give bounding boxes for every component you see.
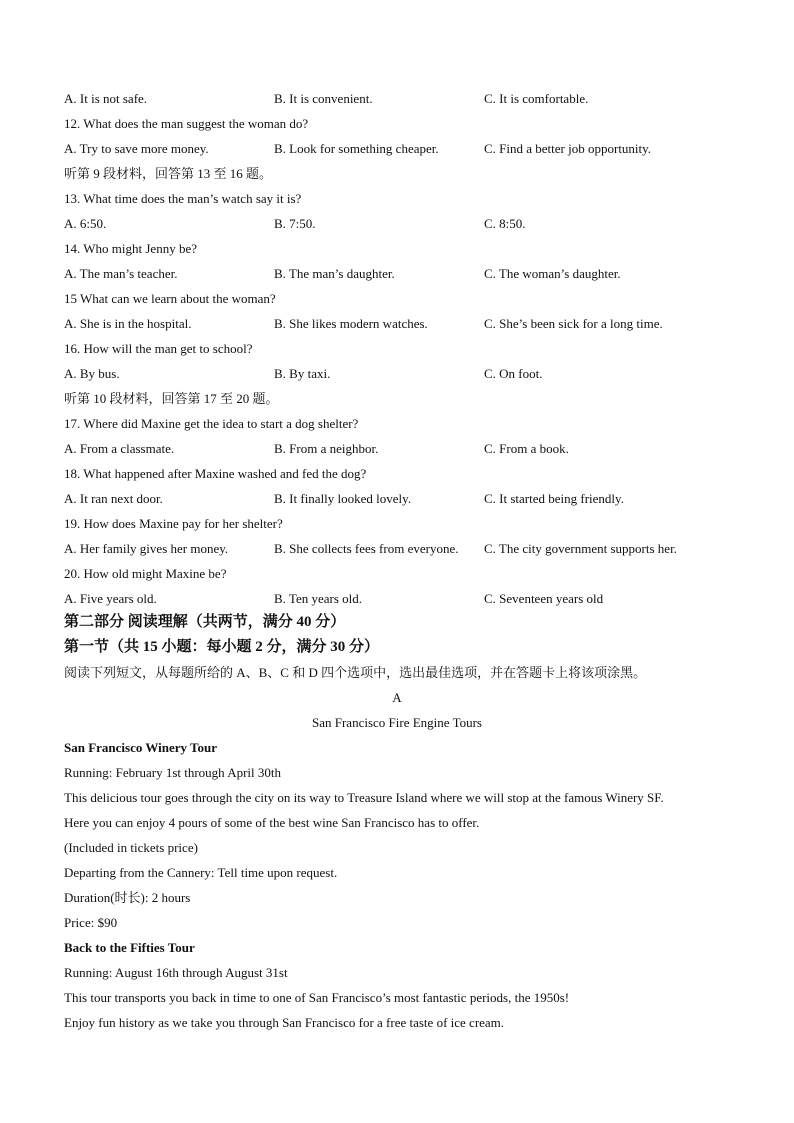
q19-option-b: B. She collects fees from everyone.	[274, 541, 459, 556]
q18-option-b: B. It finally looked lovely.	[274, 491, 412, 506]
q18-question: 18. What happened after Maxine washed and fed the dog?	[64, 466, 367, 481]
tour1-included-note: (Included in tickets price)	[64, 840, 198, 855]
q16-option-c: C. On foot.	[484, 366, 543, 381]
q16-option-a: A. By bus.	[64, 366, 120, 381]
q15-option-b: B. She likes modern watches.	[274, 316, 428, 331]
q16-question: 16. How will the man get to school?	[64, 341, 253, 356]
q17-option-b: B. From a neighbor.	[274, 441, 379, 456]
tour1-description-2: Here you can enjoy 4 pours of some of the best wine San Francisco has to offer.	[64, 815, 480, 830]
q17-option-a: A. From a classmate.	[64, 441, 175, 456]
q19-question: 19. How does Maxine pay for her shelter?	[64, 516, 283, 531]
q12-question: 12. What does the man suggest the woman do?	[64, 116, 309, 131]
q15-option-a: A. She is in the hospital.	[64, 316, 192, 331]
q18-option-c: C. It started being friendly.	[484, 491, 624, 506]
tour2-name: Back to the Fifties Tour	[64, 940, 195, 955]
q14-option-c: C. The woman’s daughter.	[484, 266, 621, 281]
q14-option-b: B. The man’s daughter.	[274, 266, 395, 281]
q14-question: 14. Who might Jenny be?	[64, 241, 197, 256]
tour2-running: Running: August 16th through August 31st	[64, 965, 288, 980]
q20-option-c: C. Seventeen years old	[484, 591, 604, 606]
tour1-price: Price: $90	[64, 915, 118, 930]
q15-option-c: C. She’s been sick for a long time.	[484, 316, 663, 331]
part-two-heading: 第二部分 阅读理解（共两节，满分 40 分）	[64, 614, 346, 630]
tour1-name: San Francisco Winery Tour	[64, 740, 218, 755]
passage10-instruction: 听第 10 段材料，回答第 17 至 20 题。	[64, 391, 279, 406]
q13-option-b: B. 7:50.	[274, 216, 316, 231]
q15-question: 15 What can we learn about the woman?	[64, 291, 276, 306]
passage-title: San Francisco Fire Engine Tours	[312, 715, 482, 730]
reading-instruction: 阅读下列短文，从每题所给的 A、B、C 和 D 四个选项中，选出最佳选项，并在答题卡上将该项涂黑。	[64, 665, 647, 680]
q17-question: 17. Where did Maxine get the idea to start a dog shelter?	[64, 416, 359, 431]
q20-option-b: B. Ten years old.	[274, 591, 363, 606]
q19-option-a: A. Her family gives her money.	[64, 541, 229, 556]
q19-option-c: C. The city government supports her.	[484, 541, 677, 556]
q14-option-a: A. The man’s teacher.	[64, 266, 178, 281]
q13-option-a: A. 6:50.	[64, 216, 107, 231]
q20-option-a: A. Five years old.	[64, 591, 157, 606]
q17-option-c: C. From a book.	[484, 441, 569, 456]
passage-letter: A	[392, 690, 402, 705]
tour1-description-1: This delicious tour goes through the city on its way to Treasure Island where we will stop at the famous Winery SF.	[64, 790, 664, 805]
section-one-heading: 第一节（共 15 小题：每小题 2 分，满分 30 分）	[64, 639, 380, 655]
q11-option-c: C. It is comfortable.	[484, 91, 589, 106]
q16-option-b: B. By taxi.	[274, 366, 331, 381]
passage9-instruction: 听第 9 段材料，回答第 13 至 16 题。	[64, 166, 273, 181]
q11-option-a: A. It is not safe.	[64, 91, 148, 106]
tour1-departing: Departing from the Cannery: Tell time upon request.	[64, 865, 338, 880]
q13-question: 13. What time does the man’s watch say it is?	[64, 191, 302, 206]
q13-option-c: C. 8:50.	[484, 216, 526, 231]
tour2-description-2: Enjoy fun history as we take you through San Francisco for a free taste of ice cream.	[64, 1015, 505, 1030]
q11-option-b: B. It is convenient.	[274, 91, 373, 106]
q20-question: 20. How old might Maxine be?	[64, 566, 227, 581]
tour2-description-1: This tour transports you back in time to one of San Francisco’s most fantastic periods, the 1950s!	[64, 990, 570, 1005]
q18-option-a: A. It ran next door.	[64, 491, 163, 506]
q12-option-b: B. Look for something cheaper.	[274, 141, 439, 156]
tour1-duration: Duration(时长): 2 hours	[64, 890, 191, 905]
q12-option-a: A. Try to save more money.	[64, 141, 209, 156]
q12-option-c: C. Find a better job opportunity.	[484, 141, 652, 156]
tour1-running: Running: February 1st through April 30th	[64, 765, 282, 780]
